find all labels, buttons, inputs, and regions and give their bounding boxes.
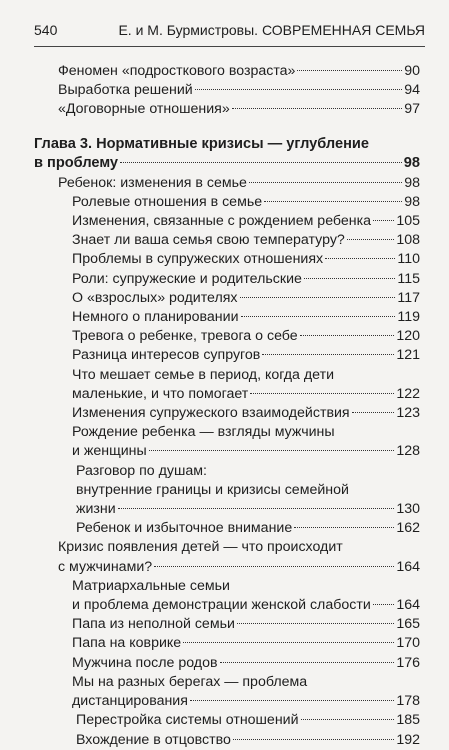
leader-dots <box>373 220 394 221</box>
toc-entry-title-line2: маленькие, и что помогает <box>72 385 249 402</box>
toc-entry <box>34 81 420 100</box>
header-rule <box>34 46 425 47</box>
toc-entry-title: Изменения супружеского взаимодействия <box>72 405 350 422</box>
toc-entry-page: 97 <box>404 101 420 118</box>
toc-entry <box>34 615 420 634</box>
leader-dots <box>347 239 395 240</box>
leader-dots <box>294 527 394 528</box>
toc-entry-title: Немного о планировании <box>72 309 239 326</box>
toc-entry-title-line1: Мы на разных берегах — проблема <box>72 673 308 690</box>
toc-entry-title-line1: Что мешает семье в период, когда дети <box>72 366 334 383</box>
toc-entry-title-line2: дистанцирования <box>72 693 188 710</box>
leader-dots <box>262 354 394 355</box>
toc-entry <box>34 462 420 520</box>
toc-entry-title: Ролевые отношения в семье <box>72 193 263 210</box>
chapter-title-line1: Глава 3. Нормативные кризисы — углубление <box>34 135 370 152</box>
toc-entry <box>34 193 420 212</box>
page-number: 540 <box>34 22 58 38</box>
toc-section-title: Ребенок: изменения в семье <box>58 174 247 191</box>
leader-dots <box>373 604 395 605</box>
toc-entry-title-line2: внутренние границы и кризисы семейной <box>76 481 349 498</box>
toc-entry <box>34 673 420 711</box>
leader-dots <box>352 412 395 413</box>
toc-entry <box>34 308 420 327</box>
toc-entry-title: Изменения, связанные с рождением ребенка <box>72 213 372 230</box>
toc-entry-title-line1: Матриархальные семьи <box>72 577 230 594</box>
toc-entry-page: 165 <box>396 616 420 633</box>
leader-dots <box>154 566 394 567</box>
toc-entry-title: Папа из неполной семьи <box>72 616 235 633</box>
toc-entry <box>34 404 420 423</box>
toc-entry-page: 90 <box>404 63 420 79</box>
toc-entry <box>34 289 420 308</box>
toc-entry-title-line2: и проблема демонстрации женской слабости <box>72 597 371 614</box>
toc-entry-page: 98 <box>404 174 420 191</box>
toc-entry-title: Разница интересов супругов <box>72 347 261 364</box>
toc-entry-page: 164 <box>396 558 420 575</box>
toc-entry <box>34 327 420 346</box>
leader-dots <box>149 450 395 451</box>
toc-entry-title: Проблемы в супружеских отношениях <box>72 251 324 268</box>
running-title: Е. и М. Бурмистровы. СОВРЕМЕННАЯ СЕМЬЯ <box>118 22 425 38</box>
leader-dots <box>250 393 394 394</box>
toc-entry-page: 123 <box>396 405 420 422</box>
toc-entry-title: Перестройка системы отношений <box>76 712 299 729</box>
toc-entry-page: 117 <box>397 289 420 306</box>
toc-entry <box>34 250 420 269</box>
toc-entry <box>34 62 420 81</box>
toc-entry <box>34 577 420 615</box>
toc-entry <box>34 346 420 365</box>
toc-entry-page: 120 <box>396 328 420 345</box>
toc-section <box>34 174 420 193</box>
leader-dots <box>264 201 402 202</box>
chapter-heading <box>34 135 420 174</box>
toc-entry-page: 115 <box>397 270 420 287</box>
toc-entry-page: 98 <box>404 193 420 210</box>
leader-dots <box>220 662 395 663</box>
toc-entry-page: 122 <box>396 385 420 402</box>
toc-entry-page: 119 <box>397 309 420 326</box>
toc-entry-page: 121 <box>396 347 420 364</box>
toc-entry <box>34 366 420 404</box>
toc-entry-page: 185 <box>396 712 420 729</box>
leader-dots <box>240 297 396 298</box>
leader-dots <box>304 278 395 279</box>
toc-entry-title-line2: и женщины <box>72 443 147 460</box>
toc-entry-title: Выработка решений <box>58 82 193 99</box>
toc-entry-page: 94 <box>404 82 420 99</box>
toc-entry-title: «Договорные отношения» <box>58 101 230 118</box>
leader-dots <box>301 719 395 720</box>
toc-entry <box>34 100 420 119</box>
leader-dots <box>195 89 402 90</box>
toc-entry-title: Мужчина после родов <box>72 654 218 671</box>
toc-entry <box>34 731 420 750</box>
leader-dots <box>233 739 394 740</box>
toc-entry-page: 192 <box>396 731 420 748</box>
toc-entry-page: 162 <box>396 520 420 537</box>
toc-entry-page: 176 <box>396 654 420 671</box>
leader-dots <box>249 182 402 183</box>
leader-dots <box>237 623 394 624</box>
toc-entry <box>34 519 420 538</box>
toc-entry <box>34 423 420 461</box>
toc-entry-title: Папа на коврике <box>72 635 182 652</box>
table-of-contents <box>34 62 420 750</box>
leader-dots <box>120 162 402 163</box>
leader-dots <box>183 642 394 643</box>
toc-entry <box>34 654 420 673</box>
toc-entry-page: 128 <box>396 443 420 460</box>
toc-entry <box>34 270 420 289</box>
leader-dots <box>300 335 395 336</box>
chapter-page: 98 <box>403 155 420 172</box>
toc-entry-title: Феномен «подросткового возраста» <box>58 63 296 79</box>
leader-dots <box>241 316 396 317</box>
leader-dots <box>297 70 402 71</box>
toc-entry-title: Знает ли ваша семья свою температуру? <box>72 232 345 249</box>
toc-entry-title: Ребенок и избыточное внимание <box>76 520 293 537</box>
running-header <box>34 22 425 44</box>
toc-entry-title: О «взрослых» родителях <box>72 289 238 306</box>
toc-entry-page: 170 <box>396 635 420 652</box>
leader-dots <box>190 700 394 701</box>
toc-entry-title-line1: Разговор по душам: <box>76 462 207 479</box>
toc-entry-title: Роли: супружеские и родительские <box>72 270 302 287</box>
toc-section-title-line2: с мужчинами? <box>58 558 153 575</box>
toc-entry <box>34 231 420 250</box>
toc-section <box>34 538 420 576</box>
toc-entry-title: Тревога о ребенке, тревога о себе <box>72 328 298 345</box>
chapter-title-line2: в проблему <box>34 155 119 172</box>
toc-entry-page: 105 <box>396 213 420 230</box>
toc-entry <box>34 212 420 231</box>
toc-entry-page: 108 <box>396 232 420 249</box>
toc-entry-title-line1: Рождение ребенка — взгляды мужчины <box>72 424 335 441</box>
toc-entry <box>34 711 420 730</box>
toc-section-title-line1: Кризис появления детей — что происходит <box>58 539 343 556</box>
leader-dots <box>232 108 402 109</box>
toc-entry-page: 130 <box>396 501 420 518</box>
toc-entry-title: Вхождение в отцовство <box>76 731 231 748</box>
toc-entry-title-line3: жизни <box>76 501 116 518</box>
leader-dots <box>325 258 395 259</box>
leader-dots <box>118 508 395 509</box>
toc-entry-page: 164 <box>396 597 420 614</box>
toc-entry-page: 110 <box>397 251 420 268</box>
toc-entry-page: 178 <box>396 693 420 710</box>
toc-entry <box>34 634 420 653</box>
